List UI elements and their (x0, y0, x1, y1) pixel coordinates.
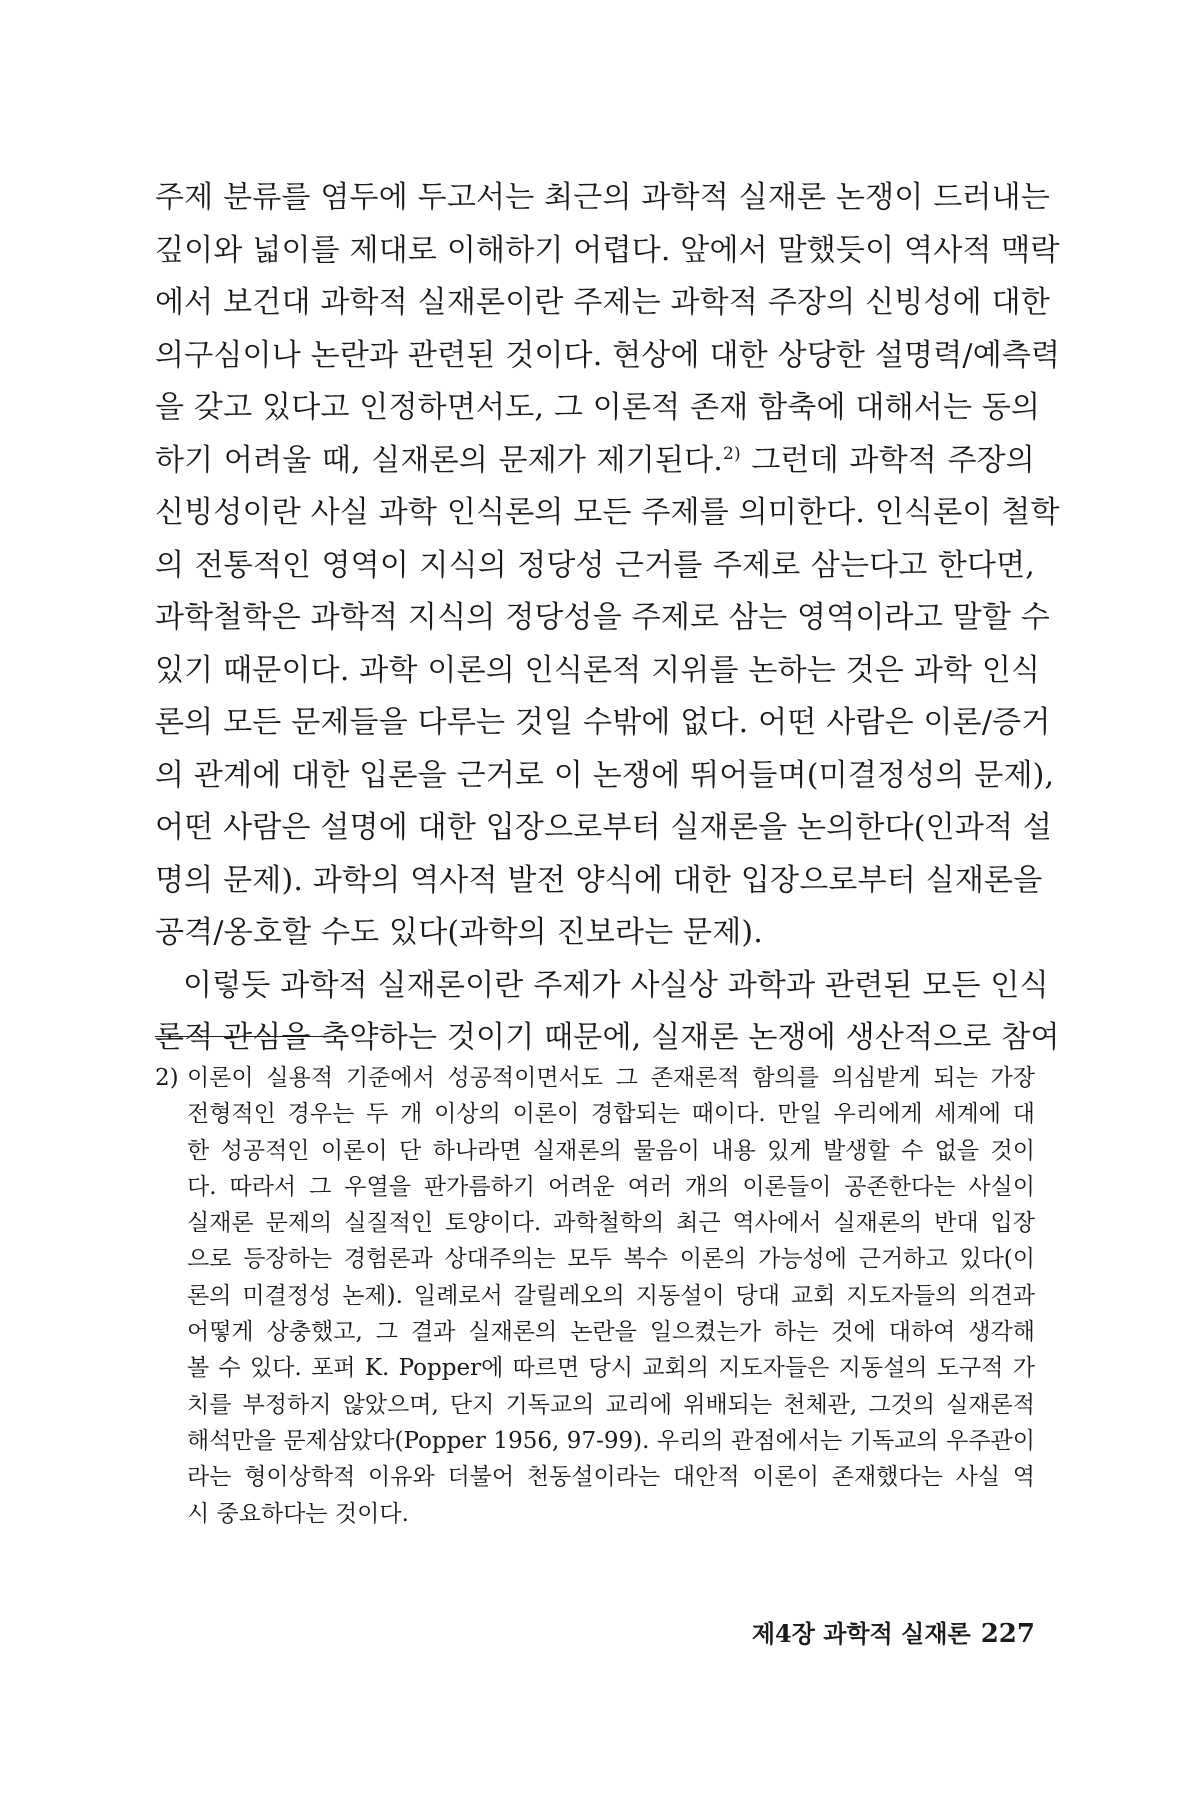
text-line: 과학철학은 과학적 지식의 정당성을 주제로 삼는 영역이라고 말할 수 (155, 600, 1050, 635)
page-number: 227 (980, 1619, 1035, 1649)
footnote-line: 으로 등장하는 경험론과 상대주의는 모두 복수 이론의 가능성에 근거하고 있다(이 (187, 1246, 1035, 1273)
text-segment: 하기 어려울 때, 실재론의 문제가 제기된다. (155, 442, 724, 478)
footnote-reference[interactable]: 2) (723, 443, 741, 464)
running-footer (752, 1614, 1035, 1649)
main-text (155, 172, 1061, 1065)
footnote (155, 1060, 1035, 1532)
text-segment: 그런데 과학적 주장의 (751, 442, 1035, 478)
text-line: 을 갖고 있다고 인정하면서도, 그 이론적 존재 함축에 대해서는 동의 (155, 390, 1041, 425)
footnote-separator (155, 1036, 327, 1037)
footnote-line: 시 중요하다는 것이다. (187, 1500, 409, 1527)
text-line: 의구심이나 논란과 관련된 것이다. 현상에 대한 상당한 설명력/예측력 (155, 337, 1061, 373)
footnote-line: 해석만을 문제삼았다(Popper 1956, 97-99). 우리의 관점에서는 기독교의 우주관이 (187, 1427, 1035, 1454)
footnote-first-line (155, 1060, 1035, 1096)
footnote-marker: 2) (155, 1065, 179, 1091)
text-line: 깊이와 넓이를 제대로 이해하기 어렵다. 앞에서 말했듯이 역사적 맥락 (155, 232, 1060, 268)
footnote-line: 론의 미결정성 논제). 일례로서 갈릴레오의 지동설이 당대 교회 지도자들의 의견과 (187, 1282, 1035, 1309)
text-line: 주제 분류를 염두에 두고서는 최근의 과학적 실재론 논쟁이 드러내는 (155, 180, 1050, 215)
text-line: 어떤 사람은 설명에 대한 입장으로부터 실재론을 논의한다(인과적 설 (155, 810, 1053, 845)
footnote-line: 다. 따라서 그 우열을 판가름하기 어려운 여러 개의 이론들이 공존한다는 사실이 (187, 1173, 1035, 1200)
text-line: 의 전통적인 영역이 지식의 정당성 근거를 주제로 삼는다고 한다면, (155, 547, 1035, 583)
paragraph-first-line: 이렇듯 과학적 실재론이란 주제가 사실상 과학과 관련된 모든 인식 (183, 967, 1049, 1003)
footnote-text: 이론이 실용적 기준에서 성공적이면서도 그 존재론적 함의를 의심받게 되는 가장 (187, 1065, 1035, 1091)
chapter-title: 제4장 과학적 실재론 (751, 1619, 971, 1648)
text-line: 있기 때문이다. 과학 이론의 인식론적 지위를 논하는 것은 과학 인식 (155, 652, 1041, 688)
footnote-line: 치를 부정하지 않았으며, 단지 기독교의 교리에 위배되는 천체관, 그것의 실재론적 (187, 1391, 1035, 1418)
footnote-line: 전형적인 경우는 두 개 이상의 이론이 경합되는 때이다. 만일 우리에게 세계에 대 (187, 1101, 1035, 1128)
footnote-line: 어떻게 상충했고, 그 결과 실재론의 논란을 일으켰는가 하는 것에 대하여 생각해 (187, 1319, 1035, 1346)
text-line: 에서 보건대 과학적 실재론이란 주제는 과학적 주장의 신빙성에 대한 (155, 285, 1050, 320)
footnote-line: 한 성공적인 이론이 단 하나라면 실재론의 물음이 내용 있게 발생할 수 없을 것이 (187, 1137, 1035, 1164)
footnote-line: 실재론 문제의 실질적인 토양이다. 과학철학의 최근 역사에서 실재론의 반대 입장 (187, 1210, 1035, 1237)
text-line-with-footnote-ref (155, 435, 1035, 488)
text-line: 론의 모든 문제들을 다루는 것일 수밖에 없다. 어떤 사람은 이론/증거 (155, 705, 1051, 740)
text-line: 의 관계에 대한 입론을 근거로 이 논쟁에 뛰어들며(미결정성의 문제), (155, 757, 1055, 793)
text-line: 신빙성이란 사실 과학 인식론의 모든 주제를 의미한다. 인식론이 철학 (155, 495, 1060, 530)
text-line: 명의 문제). 과학의 역사적 발전 양식에 대한 입장으로부터 실재론을 (155, 862, 1043, 898)
footnote-line: 라는 형이상학적 이유와 더불어 천동설이라는 대안적 이론이 존재했다는 사실 역 (187, 1464, 1035, 1491)
text-line: 론적 관심을 축약하는 것이기 때문에, 실재론 논쟁에 생산적으로 참여 (155, 1020, 1060, 1055)
text-line: 공격/옹호할 수도 있다(과학의 진보라는 문제). (155, 915, 764, 950)
footnote-line: 볼 수 있다. 포퍼 K. Popper에 따르면 당시 교회의 지도자들은 지동설의 도구적 가 (187, 1355, 1035, 1382)
